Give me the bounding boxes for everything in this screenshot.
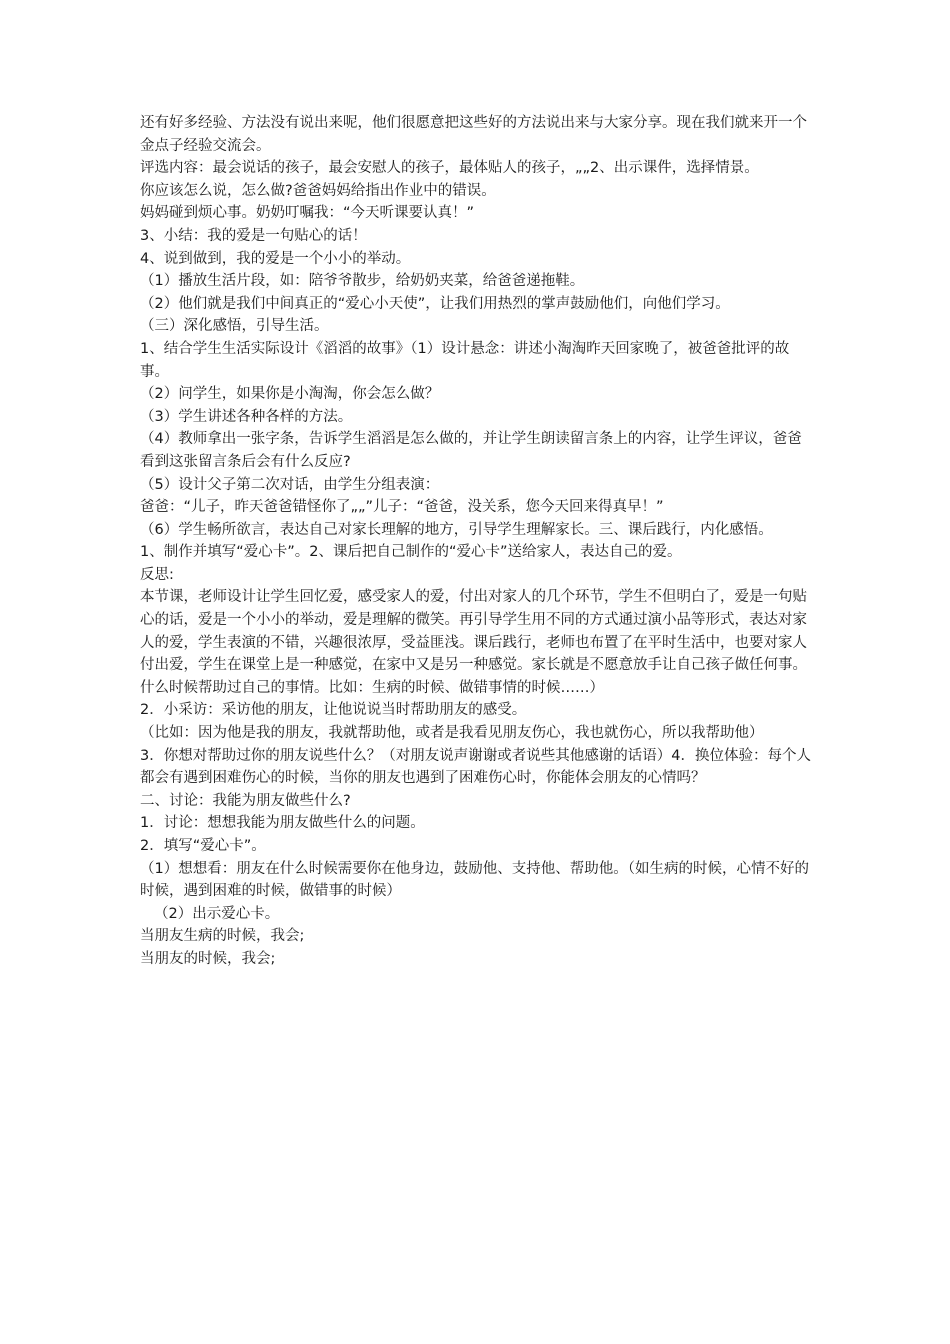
- paragraph-7: （1）播放生活片段，如：陪爷爷散步，给奶奶夹菜，给爸爸递拖鞋。: [140, 273, 585, 290]
- paragraph-8: （2）他们就是我们中间真正的“爱心小天使”，让我们用热烈的掌声鼓励他们，向他们学习。: [140, 295, 730, 312]
- paragraph-10: 1、结合学生生活实际设计《滔滔的故事》（1）设计悬念：讲述小淘淘昨天回家晚了，被爸爸批评的故事。: [140, 340, 790, 380]
- paragraph-4: 妈妈碰到烦心事。奶奶叮嘱我：“今天听课要认真！”: [140, 205, 475, 222]
- paragraph-13: （4）教师拿出一张字条，告诉学生滔滔是怎么做的，并让学生朗读留言条上的内容，让学生评议，爸爸看到这张留言条后会有什么反应?: [140, 431, 802, 470]
- paragraph-14: （5）设计父子第二次对话，由学生分组表演：: [140, 476, 440, 493]
- paragraph-12: （3）学生讲述各种各样的方法。: [140, 408, 353, 425]
- paragraph-19: 本节课，老师设计让学生回忆爱，感受家人的爱，付出对家人的几个环节，学生不但明白了，爱是一句贴心的话，爱是一个小小的举动，爱是理解的微笑。再引导学生用不同的方式通过演小品等形式，表达对家人的爱，学生表演的不错，兴趣很浓厚，受益匪浅。课后践行，老师也布置了在平时生活中，也要对家人付出爱，学生在课堂上是一种感觉，在家中又是另一种感觉。家长就是不愿意放手让自己孩子做任何事。: [140, 589, 807, 674]
- paragraph-24: 二、讨论：我能为朋友做些什么?: [140, 792, 351, 809]
- paragraph-1: 还有好多经验、方法没有说出来呢，他们很愿意把这些好的方法说出来与大家分享。现在我们就来开一个金点子经验交流会。: [140, 115, 807, 154]
- paragraph-21: 2．小采访：采访他的朋友，让他说说当时帮助朋友的感受。: [140, 702, 527, 719]
- paragraph-6: 4、说到做到，我的爱是一个小小的举动。: [140, 250, 411, 267]
- paragraph-27: （1）想想看：朋友在什么时候需要你在他身边，鼓励他、支持他、帮助他。（如生病的时候，心情不好的时候，遇到困难的时候，做错事的时候）: [140, 860, 809, 900]
- paragraph-11: （2）问学生，如果你是小淘淘，你会怎么做？: [140, 386, 440, 403]
- paragraph-30: 当朋友的时候，我会;: [140, 950, 276, 967]
- paragraph-28: （2）出示爱心卡。: [154, 905, 280, 922]
- paragraph-5: 3、小结：我的爱是一句贴心的话！: [140, 227, 367, 244]
- paragraph-22: （比如：因为他是我的朋友，我就帮助他，或者是我看见朋友伤心，我也就伤心，所以我帮助他）: [140, 725, 764, 742]
- paragraph-3: 你应该怎么说，怎么做?爸爸妈妈给指出作业中的错误。: [140, 182, 496, 199]
- paragraph-17: 1、制作并填写“爱心卡”。2、课后把自己制作的“爱心卡”送给家人，表达自己的爱。: [140, 544, 682, 561]
- paragraph-29: 当朋友生病的时候，我会;: [140, 928, 305, 945]
- paragraph-18: 反思:: [140, 566, 174, 583]
- paragraph-25: 1．讨论：想想我能为朋友做些什么的问题。: [140, 815, 425, 832]
- paragraph-16: （6）学生畅所欲言，表达自己对家长理解的地方，引导学生理解家长。三、课后践行，内化感悟。: [140, 521, 773, 538]
- paragraph-26: 2．填写“爱心卡”。: [140, 838, 266, 854]
- paragraph-23: 3．你想对帮助过你的朋友说些什么？（对朋友说声谢谢或者说些其他感谢的话语）4．换位体验：每个人都会有遇到困难伤心的时候，当你的朋友也遇到了困难伤心时，你能体会朋友的心情吗？: [140, 747, 811, 787]
- document-body: [140, 112, 815, 971]
- paragraph-2: 评选内容：最会说话的孩子，最会安慰人的孩子，最体贴人的孩子，„„2、出示课件，选择情景。: [140, 160, 759, 177]
- paragraph-9: （三）深化感悟，引导生活。: [140, 318, 329, 335]
- paragraph-15: 爸爸：“儿子，昨天爸爸错怪你了„„”儿子：“爸爸，没关系，您今天回来得真早！”: [140, 499, 664, 516]
- paragraph-20: 什么时候帮助过自己的事情。比如：生病的时候、做错事情的时候……）: [140, 679, 604, 696]
